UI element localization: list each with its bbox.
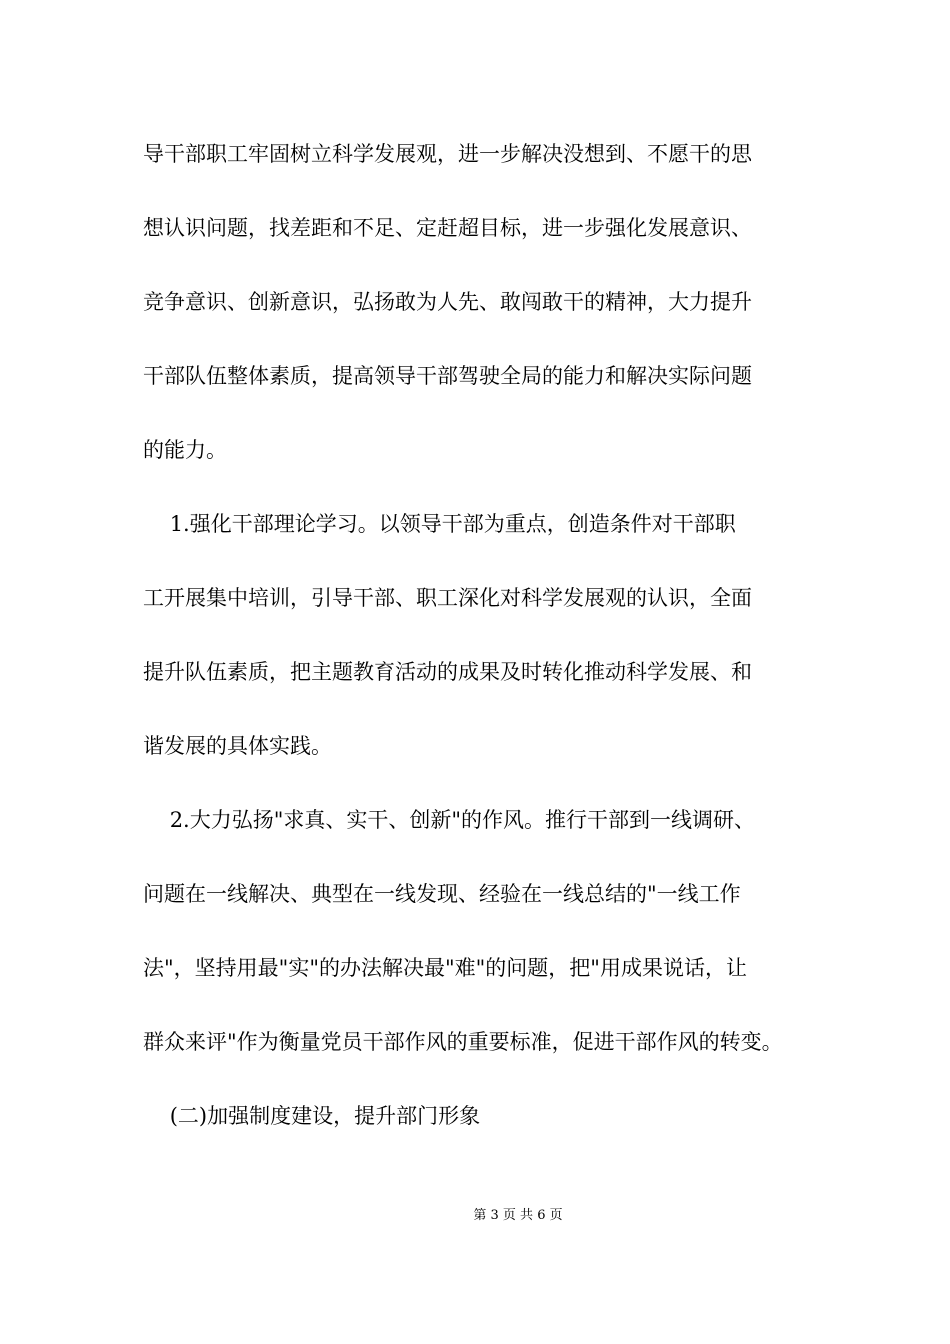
text-line: 1.强化干部理论学习。以领导干部为重点，创造条件对干部职	[143, 512, 736, 536]
text-line: 谐发展的具体实践。	[143, 734, 332, 758]
text-line: 工开展集中培训，引导干部、职工深化对科学发展观的认识，全面	[143, 586, 752, 610]
text-line: 的能力。	[143, 438, 227, 462]
text-line: 导干部职工牢固树立科学发展观，进一步解决没想到、不愿干的思	[143, 142, 752, 166]
text-line: 法"，坚持用最"实"的办法解决最"难"的问题，把"用成果说话，让	[143, 956, 747, 980]
text-line: 竞争意识、创新意识，弘扬敢为人先、敢闯敢干的精神，大力提升	[143, 290, 752, 314]
page-number-footer: 第 3 页 共 6 页	[473, 1208, 563, 1223]
text-line: 问题在一线解决、典型在一线发现、经验在一线总结的"一线工作	[143, 882, 741, 906]
text-line: 想认识问题，找差距和不足、定赶超目标，进一步强化发展意识、	[143, 216, 752, 240]
text-line: 群众来评"作为衡量党员干部作风的重要标准，促进干部作风的转变。	[143, 1030, 783, 1054]
text-line: 提升队伍素质，把主题教育活动的成果及时转化推动科学发展、和	[143, 660, 752, 684]
text-line: 干部队伍整体素质，提高领导干部驾驶全局的能力和解决实际问题	[143, 364, 752, 388]
text-line: 2.大力弘扬"求真、实干、创新"的作风。推行干部到一线调研、	[143, 808, 756, 832]
section-heading: (二)加强制度建设，提升部门形象	[143, 1104, 481, 1128]
document-body	[143, 134, 843, 1170]
